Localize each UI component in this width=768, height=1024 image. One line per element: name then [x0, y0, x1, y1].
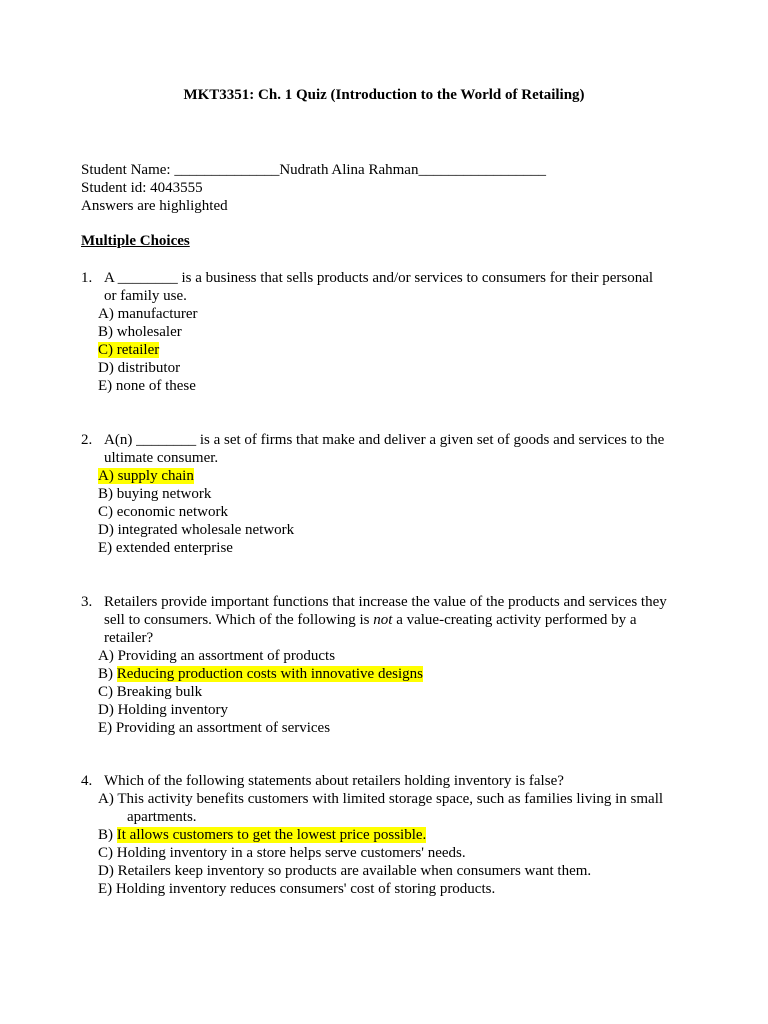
question-4-number: 4. — [81, 773, 93, 789]
question-2-number: 2. — [81, 432, 93, 448]
option-text: retailer — [116, 342, 160, 358]
question-2-option-e — [98, 539, 233, 557]
option-letter: D) — [98, 360, 114, 376]
option-text: economic network — [116, 504, 228, 520]
question-2-option-b — [98, 485, 211, 503]
option-text: Holding inventory — [117, 702, 228, 718]
question-2-option-d — [98, 521, 294, 539]
option-letter: B) — [98, 486, 113, 502]
question-4-option-b — [98, 826, 426, 844]
question-1-option-b — [98, 323, 182, 341]
option-letter: D) — [98, 863, 114, 879]
option-text: manufacturer — [117, 306, 198, 322]
question-2-text-line-1: A(n) ________ is a set of firms that make and deliver a given set of goods and services to the — [104, 432, 665, 448]
option-letter: B) — [98, 827, 113, 843]
question-3-option-e — [98, 719, 330, 737]
option-text: buying network — [116, 486, 212, 502]
option-text: extended enterprise — [115, 540, 233, 556]
option-text: distributor — [117, 360, 181, 376]
question-3-number: 3. — [81, 594, 93, 610]
question-3-text-line-2 — [104, 611, 637, 629]
question-3-emphasis: not — [373, 612, 393, 628]
option-letter: E) — [98, 720, 113, 736]
question-2-option-c — [98, 503, 228, 521]
option-letter: D) — [98, 702, 114, 718]
option-letter: A) — [98, 791, 114, 807]
option-letter: A) — [98, 306, 114, 322]
question-2-option-a — [98, 467, 194, 485]
option-letter: E) — [98, 881, 113, 897]
option-letter: A) — [98, 468, 114, 484]
question-4-option-a — [98, 790, 663, 808]
option-text: Retailers keep inventory so products are available when consumers want them. — [117, 863, 592, 879]
option-letter: B) — [98, 666, 113, 682]
answers-note: Answers are highlighted — [81, 198, 228, 214]
option-text: wholesaler — [116, 324, 182, 340]
option-text: integrated wholesale network — [117, 522, 295, 538]
option-letter: C) — [98, 342, 113, 358]
question-2-text-line-2: ultimate consumer. — [104, 450, 219, 466]
student-id-line: Student id: 4043555 — [81, 180, 203, 196]
option-letter: C) — [98, 504, 113, 520]
page-title: MKT3351: Ch. 1 Quiz (Introduction to the World of Retailing) — [183, 87, 585, 103]
question-1-option-e — [98, 377, 196, 395]
option-text: This activity benefits customers with limited storage space, such as families living in small — [117, 791, 664, 807]
question-3-option-d — [98, 701, 228, 719]
student-name-line: Student Name: ______________Nudrath Alina Rahman_________________ — [81, 162, 546, 178]
highlighted-answer — [98, 468, 194, 484]
question-3-option-b — [98, 665, 423, 683]
option-letter: E) — [98, 540, 113, 556]
option-text: Breaking bulk — [116, 684, 203, 700]
question-1-option-a — [98, 305, 198, 323]
question-4-option-d — [98, 862, 591, 880]
question-1-text-line-2: or family use. — [104, 288, 187, 304]
option-text: Holding inventory reduces consumers' cost of storing products. — [115, 881, 496, 897]
question-3-text-line-3: retailer? — [104, 630, 154, 646]
question-3-text-part-a: sell to consumers. Which of the following is — [104, 612, 374, 628]
question-4-option-e — [98, 880, 495, 898]
question-1-option-c — [98, 341, 159, 359]
section-title: Multiple Choices — [81, 233, 190, 249]
question-3-option-a — [98, 647, 335, 665]
option-text: Providing an assortment of products — [117, 648, 336, 664]
question-1-option-d — [98, 359, 180, 377]
highlighted-answer: Reducing production costs with innovative designs — [116, 666, 423, 682]
option-text: supply chain — [117, 468, 194, 484]
option-letter: B) — [98, 324, 113, 340]
question-3-option-c — [98, 683, 202, 701]
option-letter: E) — [98, 378, 113, 394]
question-4-text-line-1: Which of the following statements about retailers holding inventory is false? — [104, 773, 564, 789]
question-4-option-c — [98, 844, 466, 862]
highlighted-answer — [98, 342, 159, 358]
option-text: Providing an assortment of services — [115, 720, 331, 736]
question-3-text-line-1: Retailers provide important functions that increase the value of the products and services they — [104, 594, 667, 610]
highlighted-answer: It allows customers to get the lowest price possible. — [116, 827, 427, 843]
option-text: Holding inventory in a store helps serve customers' needs. — [116, 845, 466, 861]
option-letter: D) — [98, 522, 114, 538]
option-letter: A) — [98, 648, 114, 664]
option-letter: C) — [98, 684, 113, 700]
option-letter: C) — [98, 845, 113, 861]
option-text: none of these — [115, 378, 196, 394]
question-1-number: 1. — [81, 270, 93, 286]
question-4-option-a-continued: apartments. — [127, 809, 197, 825]
question-1-text-line-1: A ________ is a business that sells products and/or services to consumers for their personal — [104, 270, 654, 286]
question-3-text-part-b: a value-creating activity performed by a — [392, 612, 637, 628]
